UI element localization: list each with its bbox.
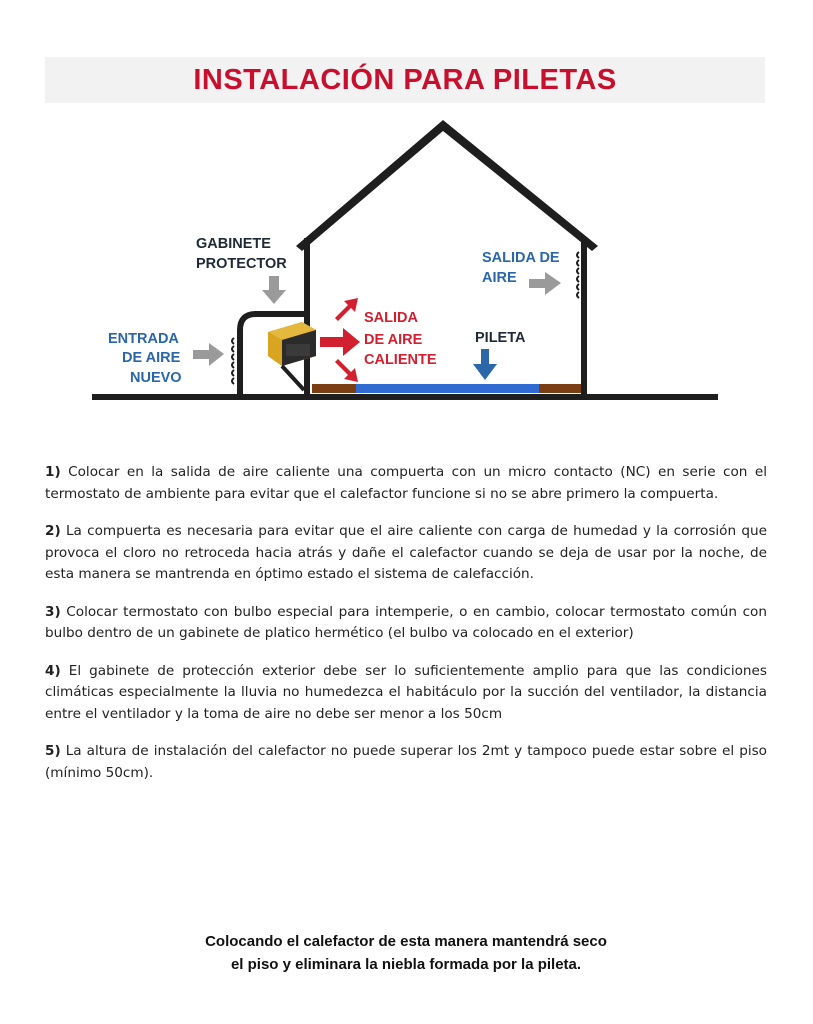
step-1 [45,462,767,505]
label-entrada-line1: ENTRADA [108,331,179,347]
step-text: El gabinete de protección exterior debe ser lo suficientemente amplio para que las condiciones climáticas especialmente la lluvia no humedezca el habitáculo por la succión del ventilador, la distancia entre el ventilador y la toma de aire no debe ser menor a los 50cm [45,662,767,722]
step-text: La altura de instalación del calefactor no puede superar los 2mt y tampoco puede estar sobre el piso (mínimo 50cm). [45,743,767,781]
label-gabinete-line2: PROTECTOR [196,256,287,272]
step-2 [45,521,767,586]
label-entrada-line3: NUEVO [130,370,182,386]
label-salida-aire-line1: SALIDA DE [482,250,560,266]
page-title: INSTALACIÓN PARA PILETAS [193,63,617,96]
installation-diagram [0,110,813,410]
house-right-wall [581,240,587,396]
closing-note [45,930,767,976]
label-entrada-line2: DE AIRE [122,350,181,366]
step-text: Colocar termostato con bulbo especial para intemperie, o en cambio, colocar termostato común con bulbo dentro de un gabinete de platico hermético (el bulbo va colocado en el exterior) [45,603,767,641]
ground-line [92,394,718,400]
instructions [45,462,767,800]
label-pileta: PILETA [475,330,526,346]
arrow-hot-down-icon [335,359,358,382]
exhaust-grille [577,252,579,298]
arrow-hot-right-icon [320,328,360,356]
arrow-down-pileta-icon [473,349,497,380]
step-5 [45,741,767,784]
step-number: 3) [45,603,61,620]
label-salida-caliente-line2: DE AIRE [364,332,423,348]
arrow-right-salida-icon [529,272,561,295]
step-3 [45,602,767,645]
closing-line-1: Colocando el calefactor de esta manera mantendrá seco [205,933,607,950]
step-number: 2) [45,523,61,539]
title-bar [45,57,765,103]
step-number: 5) [45,743,61,759]
step-text: Colocar en la salida de aire caliente una compuerta con un micro contacto (NC) en serie con el termostato de ambiente para evitar que el calefactor funcione si no se abre primero la compuerta. [45,464,767,502]
closing-line-2: el piso y eliminara la niebla formada por la pileta. [230,956,582,973]
label-salida-caliente-line1: SALIDA [364,310,418,326]
house-roof [296,120,598,251]
arrow-down-gabinete-icon [262,276,286,304]
step-text: La compuerta es necesaria para evitar que el aire caliente con carga de humedad y la corrosión que provoca el cloro no retroceda hacia atrás y dañe el calefactor cuando se deja de usar por la noche, de esta manera se mantrenda en óptimo estado el sistema de calefacción. [45,523,767,582]
step-4 [45,661,767,726]
step-number: 4) [45,662,61,679]
pool-water [356,384,539,393]
arrow-right-entrada-icon [193,343,224,366]
pool-deck-right [539,384,581,393]
intake-grille [232,334,243,392]
label-salida-caliente-line3: CALIENTE [364,352,437,368]
pool-deck-left [312,384,356,393]
label-salida-aire-line2: AIRE [482,270,517,286]
label-gabinete-line1: GABINETE [196,236,271,252]
step-number: 1) [45,464,61,480]
arrow-hot-up-icon [335,298,358,321]
